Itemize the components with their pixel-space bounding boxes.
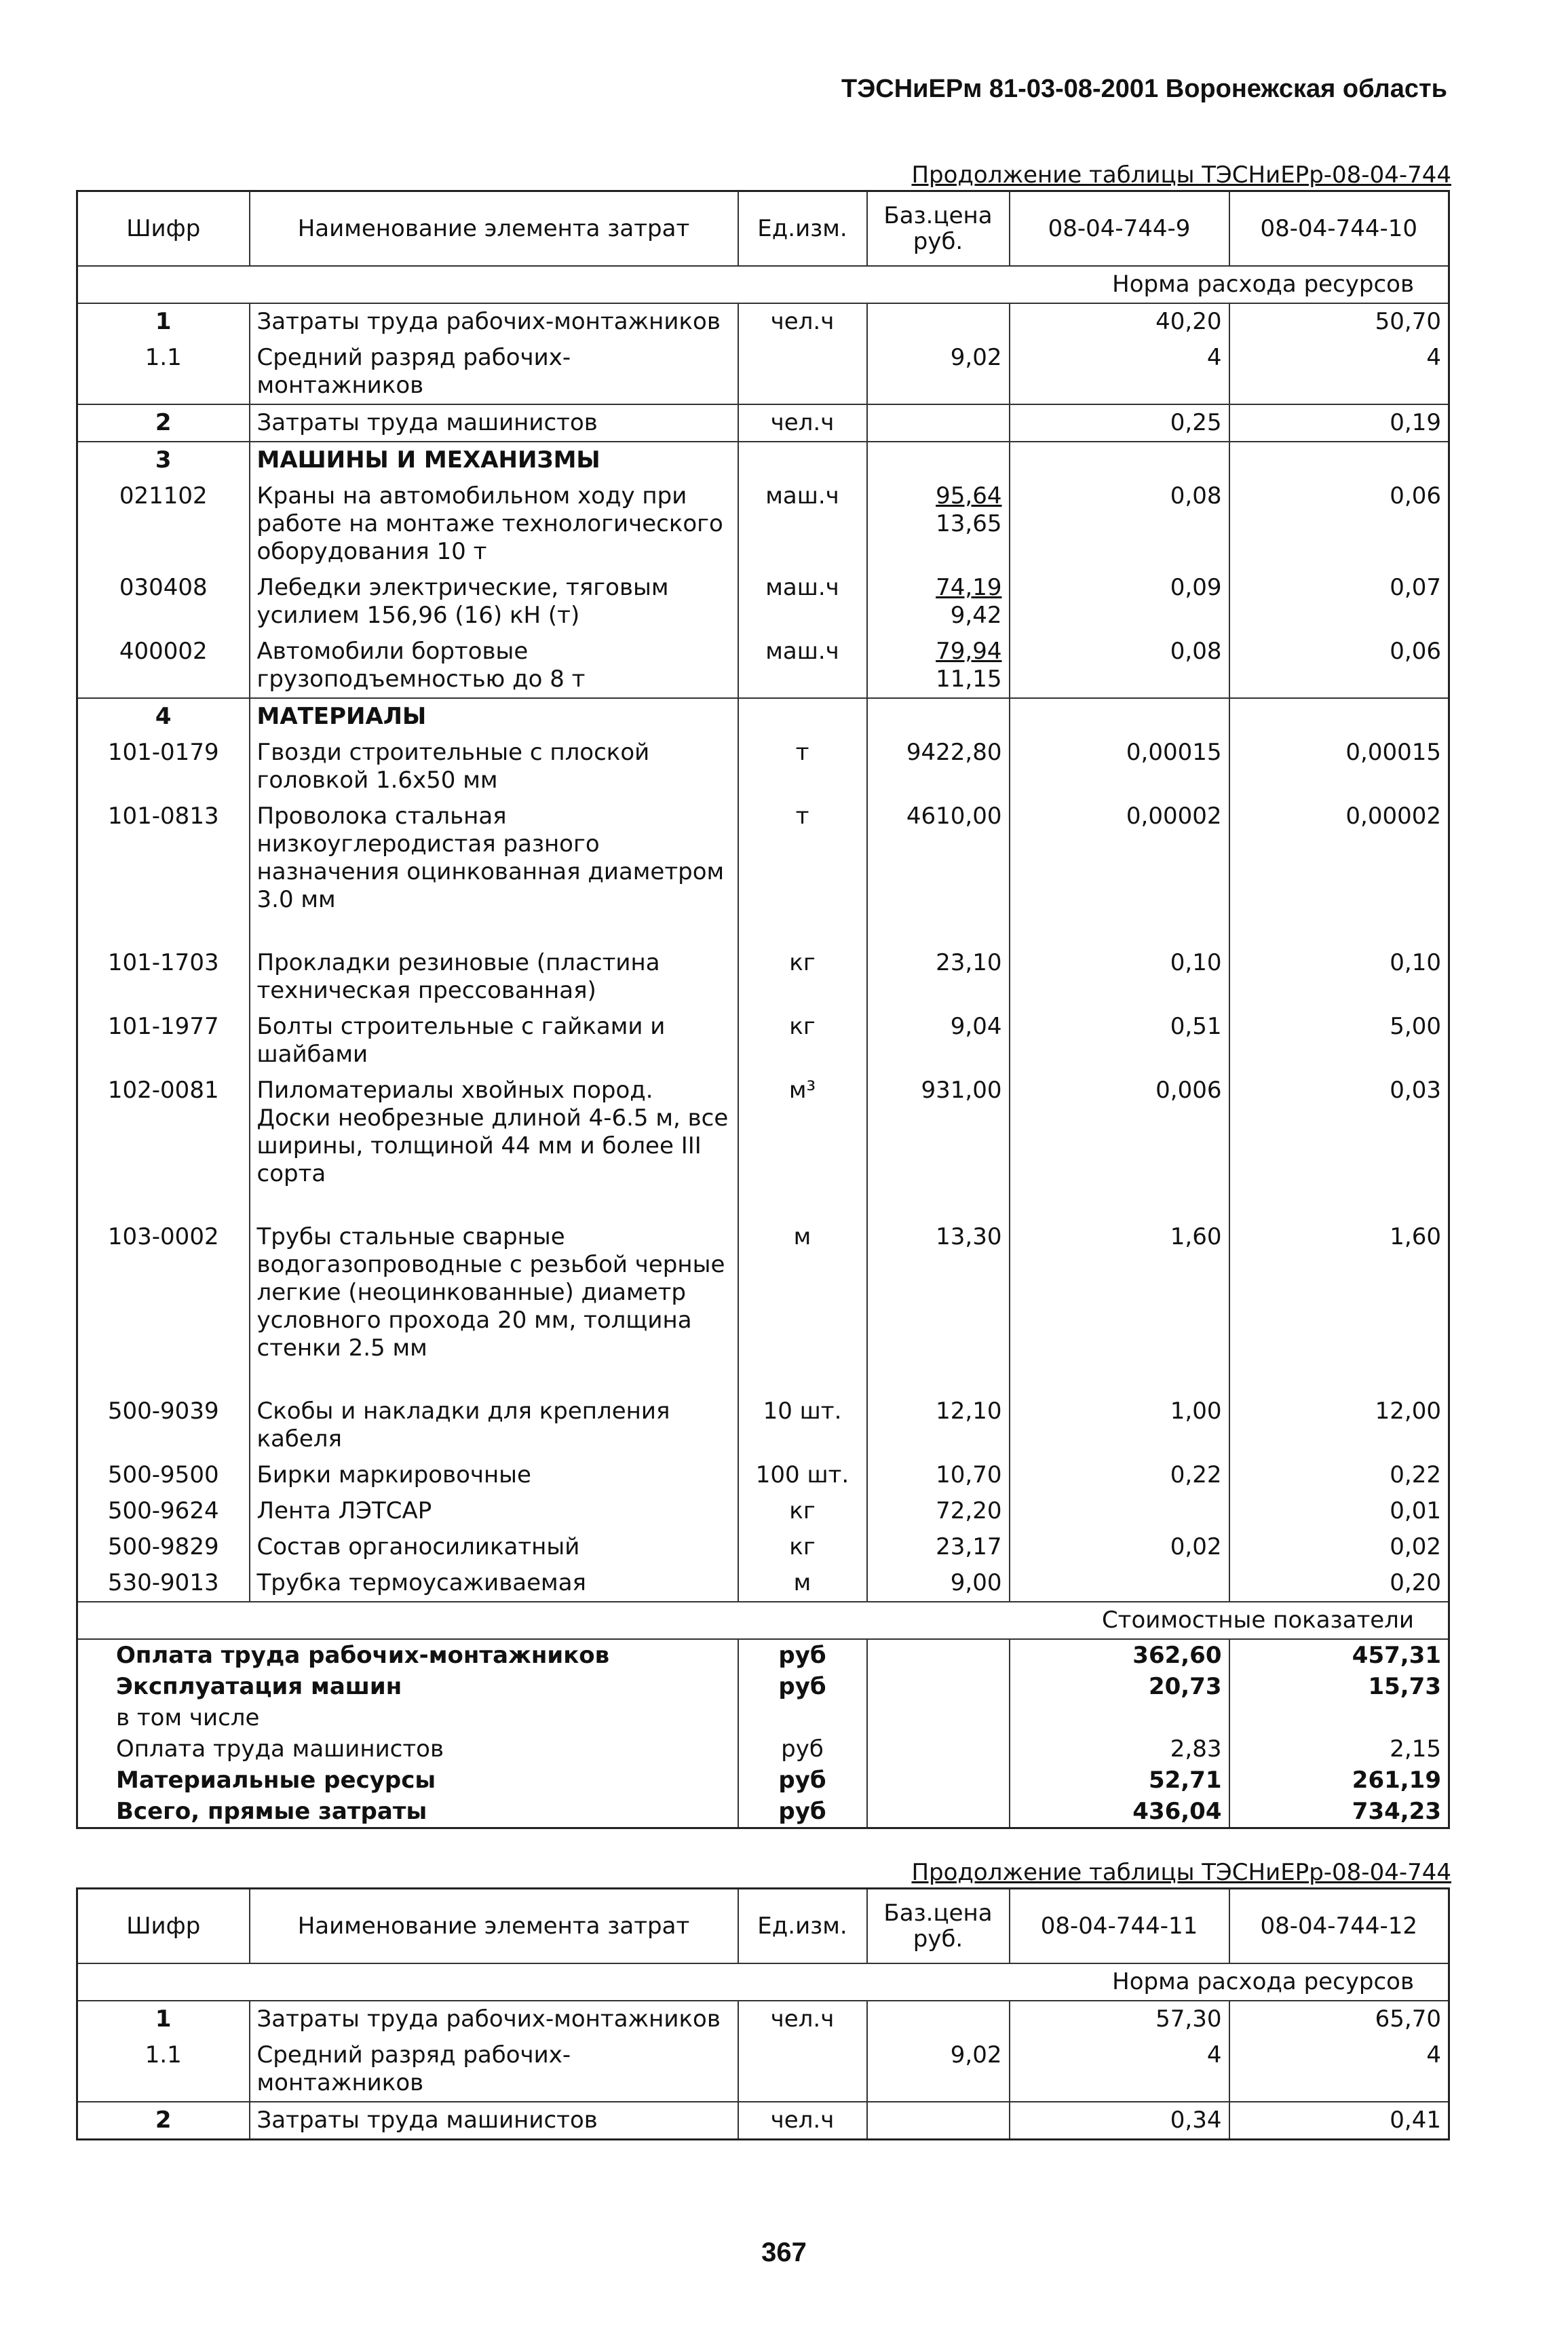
- row-value-2: 0,00015: [1229, 735, 1449, 799]
- price-secondary: 9,42: [950, 602, 1002, 629]
- row-code: 3: [77, 442, 250, 478]
- table-row: [77, 404, 1449, 442]
- row-value-2: 1,60: [1229, 1219, 1449, 1394]
- row-name: Затраты труда рабочих-монтажников: [250, 303, 738, 340]
- row-value-2: 0,06: [1229, 478, 1449, 570]
- row-unit: кг: [738, 1009, 867, 1073]
- row-price: 9,02: [867, 2037, 1010, 2102]
- cost-name: Материальные ресурсы: [116, 1767, 436, 1794]
- row-name: Проволока стальная низкоуглеродистая разного назначения оцинкованная диаметром 3.0 мм: [250, 799, 738, 945]
- row-code: 101-0813: [77, 799, 250, 945]
- cost-unit: руб: [738, 1796, 867, 1828]
- row-name: Трубка термоусаживаемая: [250, 1565, 738, 1602]
- row-value-2: 0,01: [1229, 1493, 1449, 1529]
- table-row: [77, 478, 1449, 570]
- row-unit: [738, 340, 867, 404]
- row-price: [867, 1457, 1010, 1493]
- column-header: Баз.цена руб.: [867, 191, 1010, 267]
- table-row: [77, 2037, 1449, 2102]
- column-header: Шифр: [77, 1889, 250, 1964]
- cost-label-row: [77, 1602, 1449, 1639]
- column-header: 08-04-744-11: [1010, 1889, 1229, 1964]
- cost-price: [867, 1671, 1010, 1702]
- table-header-row: [77, 1889, 1449, 1964]
- row-value-1: 0,22: [1010, 1457, 1229, 1493]
- cost-name: Всего, прямые затраты: [116, 1798, 427, 1825]
- row-price: [867, 1394, 1010, 1457]
- row-name: Автомобили бортовые грузоподъемностью до 8 т: [250, 634, 738, 698]
- price-value: 95,64: [936, 482, 1002, 510]
- row-price: [867, 799, 1010, 945]
- table-header-row: [77, 191, 1449, 267]
- row-unit: маш.ч: [738, 570, 867, 634]
- row-value-1: 0,09: [1010, 570, 1229, 634]
- row-name: МАТЕРИАЛЫ: [250, 698, 738, 735]
- row-price: [867, 340, 1010, 404]
- page-number: 367: [761, 2237, 807, 2267]
- row-value-2: [1229, 442, 1449, 478]
- row-name: Краны на автомобильном ходу при работе на монтаже технологического оборудования 10 т: [250, 478, 738, 570]
- row-value-2: 0,03: [1229, 1073, 1449, 1219]
- cost-name: в том числе: [116, 1704, 260, 1731]
- row-value-1: 0,08: [1010, 478, 1229, 570]
- row-price: [867, 2001, 1010, 2037]
- resource-table-2: [76, 1887, 1450, 2140]
- row-value-1: 40,20: [1010, 303, 1229, 340]
- price-value: 4610,00: [906, 803, 1002, 830]
- table2-caption: Продолжение таблицы ТЭСНиЕРр-08-04-744: [911, 1859, 1451, 1886]
- cost-name: Эксплуатация машин: [116, 1673, 402, 1700]
- table1-caption: Продолжение таблицы ТЭСНиЕРр-08-04-744: [911, 161, 1451, 189]
- cost-value-1: 436,04: [1010, 1796, 1229, 1828]
- cost-row: [77, 1765, 1449, 1796]
- row-name: Болты строительные с гайками и шайбами: [250, 1009, 738, 1073]
- row-name: Затраты труда рабочих-монтажников: [250, 2001, 738, 2037]
- column-header: Ед.изм.: [738, 191, 867, 267]
- norm-label-row: [77, 266, 1449, 303]
- table-row: [77, 570, 1449, 634]
- row-value-1: 1,00: [1010, 1394, 1229, 1457]
- cost-price: [867, 1796, 1010, 1828]
- row-value-1: 0,10: [1010, 945, 1229, 1009]
- cost-row: [77, 1796, 1449, 1828]
- price-secondary: 13,65: [936, 510, 1002, 537]
- row-value-2: 5,00: [1229, 1009, 1449, 1073]
- row-name: Средний разряд рабочих-монтажников: [250, 2037, 738, 2102]
- cost-price: [867, 1733, 1010, 1765]
- row-unit: т: [738, 799, 867, 945]
- row-code: 530-9013: [77, 1565, 250, 1602]
- column-header: Баз.цена руб.: [867, 1889, 1010, 1964]
- row-code: 103-0002: [77, 1219, 250, 1394]
- cost-value-2: 2,15: [1229, 1733, 1449, 1765]
- row-unit: чел.ч: [738, 404, 867, 442]
- row-price: [867, 735, 1010, 799]
- cost-value-2: [1229, 1702, 1449, 1733]
- row-value-2: 4: [1229, 2037, 1449, 2102]
- cost-price: [867, 1639, 1010, 1671]
- table-row: [77, 2102, 1449, 2140]
- norm-label: Норма расхода ресурсов: [77, 266, 1449, 303]
- row-name: Лебедки электрические, тяговым усилием 156,96 (16) кН (т): [250, 570, 738, 634]
- row-unit: маш.ч: [738, 634, 867, 698]
- cost-price: [867, 1765, 1010, 1796]
- table-row: [77, 2001, 1449, 2037]
- table-row: [77, 1009, 1449, 1073]
- price-value: 9,04: [950, 1013, 1002, 1040]
- table-row: [77, 945, 1449, 1009]
- row-name: Состав органосиликатный: [250, 1529, 738, 1565]
- row-price: [867, 945, 1010, 1009]
- row-price: [867, 303, 1010, 340]
- row-price: [867, 698, 1010, 735]
- table-row: [77, 1457, 1449, 1493]
- row-unit: т: [738, 735, 867, 799]
- row-value-1: 0,25: [1010, 404, 1229, 442]
- row-unit: чел.ч: [738, 2102, 867, 2140]
- table-row: [77, 340, 1449, 404]
- row-value-1: 4: [1010, 2037, 1229, 2102]
- row-name: Лента ЛЭТСАР: [250, 1493, 738, 1529]
- cost-value-1: 20,73: [1010, 1671, 1229, 1702]
- row-code: 400002: [77, 634, 250, 698]
- row-code: 2: [77, 2102, 250, 2140]
- row-price: [867, 1219, 1010, 1394]
- row-unit: м: [738, 1219, 867, 1394]
- cost-value-1: 52,71: [1010, 1765, 1229, 1796]
- row-code: 101-1703: [77, 945, 250, 1009]
- table-row: [77, 1529, 1449, 1565]
- price-value: 9,00: [950, 1569, 1002, 1596]
- cost-value-1: 362,60: [1010, 1639, 1229, 1671]
- column-header: Ед.изм.: [738, 1889, 867, 1964]
- row-name: Трубы стальные сварные водогазопроводные с резьбой черные легкие (неоцинкованные) диаметр условного прохода 20 мм, толщина стенки 2.5 мм: [250, 1219, 738, 1394]
- row-value-1: 0,00002: [1010, 799, 1229, 945]
- document-header: ТЭСНиЕРм 81-03-08-2001 Воронежская область: [841, 75, 1447, 103]
- cost-price: [867, 1702, 1010, 1733]
- price-value: 13,30: [936, 1223, 1002, 1250]
- price-value: 23,10: [936, 949, 1002, 976]
- row-value-1: 0,34: [1010, 2102, 1229, 2140]
- row-code: 102-0081: [77, 1073, 250, 1219]
- row-value-2: 65,70: [1229, 2001, 1449, 2037]
- row-value-1: [1010, 442, 1229, 478]
- price-value: 72,20: [936, 1497, 1002, 1524]
- row-name: Затраты труда машинистов: [250, 404, 738, 442]
- cost-value-1: 2,83: [1010, 1733, 1229, 1765]
- row-code: 1.1: [77, 340, 250, 404]
- row-value-2: [1229, 698, 1449, 735]
- column-header: Наименование элемента затрат: [250, 1889, 738, 1964]
- row-name: Пиломатериалы хвойных пород. Доски необрезные длиной 4-6.5 м, все ширины, толщиной 44 мм и более III сорта: [250, 1073, 738, 1219]
- row-name: МАШИНЫ И МЕХАНИЗМЫ: [250, 442, 738, 478]
- row-name: Бирки маркировочные: [250, 1457, 738, 1493]
- table-row: [77, 303, 1449, 340]
- cost-row: [77, 1702, 1449, 1733]
- table-row: [77, 735, 1449, 799]
- row-value-2: 0,06: [1229, 634, 1449, 698]
- row-unit: кг: [738, 1493, 867, 1529]
- norm-label: Норма расхода ресурсов: [77, 1963, 1449, 2001]
- cost-unit: руб: [738, 1765, 867, 1796]
- column-header: Шифр: [77, 191, 250, 267]
- row-unit: маш.ч: [738, 478, 867, 570]
- column-header: 08-04-744-9: [1010, 191, 1229, 267]
- cost-row: [77, 1639, 1449, 1671]
- row-value-1: 57,30: [1010, 2001, 1229, 2037]
- cost-value-2: 15,73: [1229, 1671, 1449, 1702]
- table-row: [77, 698, 1449, 735]
- cost-row: [77, 1733, 1449, 1765]
- row-name: Прокладки резиновые (пластина техническая прессованная): [250, 945, 738, 1009]
- row-unit: чел.ч: [738, 2001, 867, 2037]
- row-value-2: 0,20: [1229, 1565, 1449, 1602]
- table-row: [77, 1219, 1449, 1394]
- price-value: 931,00: [921, 1077, 1002, 1104]
- row-value-1: [1010, 698, 1229, 735]
- cost-unit: руб: [738, 1639, 867, 1671]
- column-header: Наименование элемента затрат: [250, 191, 738, 267]
- price-value: 23,17: [936, 1533, 1002, 1560]
- table-row: [77, 442, 1449, 478]
- cost-row: [77, 1671, 1449, 1702]
- price-secondary: 11,15: [936, 666, 1002, 693]
- row-code: 1: [77, 2001, 250, 2037]
- table-row: [77, 1394, 1449, 1457]
- row-code: 1.1: [77, 2037, 250, 2102]
- row-name: Гвозди строительные с плоской головкой 1.6х50 мм: [250, 735, 738, 799]
- cost-value-2: 261,19: [1229, 1765, 1449, 1796]
- row-unit: кг: [738, 945, 867, 1009]
- row-code: 1: [77, 303, 250, 340]
- cost-value-2: 734,23: [1229, 1796, 1449, 1828]
- row-value-2: 0,19: [1229, 404, 1449, 442]
- row-code: 101-1977: [77, 1009, 250, 1073]
- row-code: 2: [77, 404, 250, 442]
- row-value-1: 4: [1010, 340, 1229, 404]
- table-row: [77, 799, 1449, 945]
- row-price: [867, 442, 1010, 478]
- row-value-2: 0,02: [1229, 1529, 1449, 1565]
- row-value-1: 0,00015: [1010, 735, 1229, 799]
- row-code: 500-9039: [77, 1394, 250, 1457]
- cost-value-2: 457,31: [1229, 1639, 1449, 1671]
- row-name: Затраты труда машинистов: [250, 2102, 738, 2140]
- row-name: Средний разряд рабочих-монтажников: [250, 340, 738, 404]
- price-value: 12,10: [936, 1398, 1002, 1425]
- row-value-1: 0,51: [1010, 1009, 1229, 1073]
- row-unit: [738, 442, 867, 478]
- row-value-2: 12,00: [1229, 1394, 1449, 1457]
- row-value-1: 0,02: [1010, 1529, 1229, 1565]
- row-value-2: 0,41: [1229, 2102, 1449, 2140]
- row-price: [867, 1565, 1010, 1602]
- cost-unit: руб: [738, 1671, 867, 1702]
- column-header: 08-04-744-10: [1229, 191, 1449, 267]
- row-price: [867, 1529, 1010, 1565]
- row-code: 500-9829: [77, 1529, 250, 1565]
- cost-name: Оплата труда рабочих-монтажников: [116, 1642, 610, 1669]
- row-value-2: 0,00002: [1229, 799, 1449, 945]
- resource-table-1: [76, 190, 1450, 1829]
- row-price: [867, 570, 1010, 634]
- row-value-2: 0,22: [1229, 1457, 1449, 1493]
- row-unit: 10 шт.: [738, 1394, 867, 1457]
- row-value-2: 0,10: [1229, 945, 1449, 1009]
- row-price: [867, 1493, 1010, 1529]
- row-code: 030408: [77, 570, 250, 634]
- row-price: [867, 2102, 1010, 2140]
- row-value-1: 1,60: [1010, 1219, 1229, 1394]
- row-unit: кг: [738, 1529, 867, 1565]
- row-price: [867, 478, 1010, 570]
- table-row: [77, 1565, 1449, 1602]
- column-header: 08-04-744-12: [1229, 1889, 1449, 1964]
- row-value-2: 50,70: [1229, 303, 1449, 340]
- row-code: 021102: [77, 478, 250, 570]
- row-code: 101-0179: [77, 735, 250, 799]
- row-value-2: 4: [1229, 340, 1449, 404]
- row-price: [867, 1073, 1010, 1219]
- table-row: [77, 1073, 1449, 1219]
- table-row: [77, 634, 1449, 698]
- row-code: 500-9500: [77, 1457, 250, 1493]
- cost-unit: руб: [738, 1733, 867, 1765]
- row-price: [867, 634, 1010, 698]
- row-unit: м: [738, 1565, 867, 1602]
- cost-label: Стоимостные показатели: [77, 1602, 1449, 1639]
- price-value: 9,02: [950, 344, 1002, 371]
- row-value-1: 0,006: [1010, 1073, 1229, 1219]
- row-value-2: 0,07: [1229, 570, 1449, 634]
- cost-value-1: [1010, 1702, 1229, 1733]
- row-value-1: 0,08: [1010, 634, 1229, 698]
- norm-label-row: [77, 1963, 1449, 2001]
- row-value-1: [1010, 1493, 1229, 1529]
- row-unit: м³: [738, 1073, 867, 1219]
- row-unit: [738, 698, 867, 735]
- row-unit: 100 шт.: [738, 1457, 867, 1493]
- table-row: [77, 1493, 1449, 1529]
- price-value: 10,70: [936, 1461, 1002, 1488]
- row-price: [867, 1009, 1010, 1073]
- price-value: 74,19: [936, 574, 1002, 601]
- row-name: Скобы и накладки для крепления кабеля: [250, 1394, 738, 1457]
- price-value: 9422,80: [906, 739, 1002, 766]
- row-unit: [738, 2037, 867, 2102]
- price-value: 79,94: [936, 638, 1002, 665]
- row-unit: чел.ч: [738, 303, 867, 340]
- row-code: 4: [77, 698, 250, 735]
- cost-name: Оплата труда машинистов: [116, 1735, 444, 1763]
- row-price: [867, 404, 1010, 442]
- row-value-1: [1010, 1565, 1229, 1602]
- cost-unit: [738, 1702, 867, 1733]
- row-code: 500-9624: [77, 1493, 250, 1529]
